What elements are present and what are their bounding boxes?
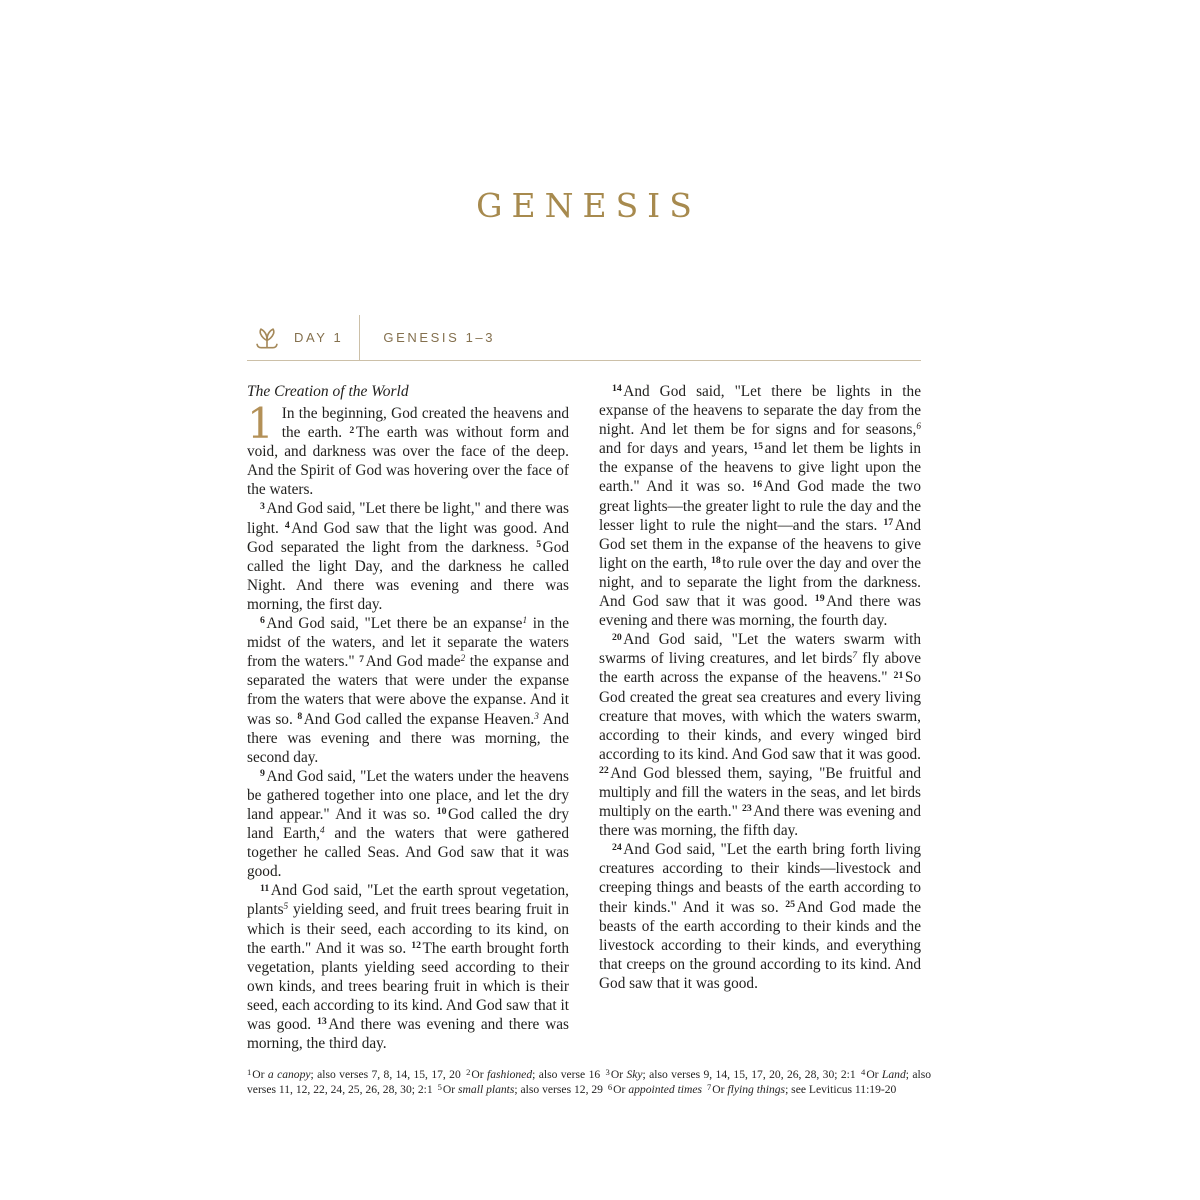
footnote-term: small plants	[458, 1082, 515, 1096]
passage-label: GENESIS 1–3	[383, 330, 496, 345]
verse-number: 7	[359, 653, 365, 665]
footnote: $^5$Or small plants; also verses 12, 29	[437, 1081, 606, 1096]
footnote-ref: 4	[320, 826, 325, 837]
footnote-ref: 7	[852, 651, 858, 662]
right-column	[599, 382, 921, 1053]
reading-plan-header	[247, 315, 921, 361]
verse-number: 8	[297, 710, 303, 722]
verse-paragraph: 1 In the beginning, God created the heavens and the earth. $^2$The earth was without form and void, and darkness was over the face of the deep. And the Spirit of God was hovering over the face of the waters.	[247, 399, 570, 499]
sprout-icon	[253, 324, 281, 352]
footnote-ref: 5	[283, 902, 289, 913]
footnote-term: Sky	[626, 1068, 643, 1082]
bible-page	[247, 0, 932, 1097]
footnote-marker: 4	[861, 1067, 866, 1077]
footnote-marker: 5	[437, 1081, 442, 1092]
verse-paragraph: $^{14}$And God said, "Let there be lights in the expanse of the heavens to separate the day from the night. And let them be for signs and for seasons,$^6$ and for days and years, $^{15}$and let them be lights in the expanse of the heavens to give light upon the earth." And it was so. $^{16}$And God made the two great lights—the greater light to rule the day and the lesser light to rule the night—and the stars. $^{17}$And God set them in the expanse of the heavens to give light on the earth, $^{18}$to rule over the day and over the night, and to separate the light from the darkness. And God saw that it was good. $^{19}$And there was evening and there was morning, the fourth day.	[599, 383, 921, 630]
footnote-term: flying things	[727, 1082, 786, 1096]
footnote: $^2$Or fashioned; also verse 16	[466, 1067, 604, 1082]
left-column	[247, 382, 569, 1053]
footnote: $^6$Or appointed times	[607, 1081, 703, 1096]
verse-number: 23	[741, 803, 752, 815]
verse-number: 22	[599, 765, 609, 777]
verse-number: 25	[785, 898, 796, 910]
footnote-ref: 6	[916, 422, 921, 433]
header-divider	[359, 315, 360, 360]
verse-paragraph: $^6$And God said, "Let there be an expanse$^1$ in the midst of the waters, and let it separate the waters from the waters." $^7$And God made$^2$ the expanse and separated the waters that were under the expanse from the waters that were above the expanse. And it was so. $^8$And God called the expanse Heaven.$^3$ And there was evening and there was morning, the second day.	[247, 615, 570, 766]
section-heading: The Creation of the World	[247, 383, 409, 400]
footnote-marker: 3	[605, 1067, 610, 1077]
verse-number: 2	[349, 424, 355, 436]
verse-number: 3	[260, 500, 265, 512]
verse-number: 15	[753, 440, 764, 452]
verse-number: 21	[893, 669, 904, 681]
footnote: $^3$Or Sky; also verses 9, 14, 15, 17, 20, 26, 28, 30; 2:1	[605, 1067, 860, 1082]
verse-paragraph: $^3$And God said, "Let there be light," and there was light. $^4$And God saw that the light was good. And God separated the light from the darkness. $^5$God called the light Day, and the darkness he called Night. And there was evening and there was morning, the first day.	[247, 500, 569, 613]
footnote-term: fashioned	[487, 1068, 533, 1082]
footnote: $^7$Or flying things; see Leviticus 11:19-20	[706, 1081, 897, 1096]
verse-number: 19	[814, 593, 825, 605]
footnote-ref: 3	[534, 711, 539, 722]
verse-number: 17	[883, 517, 894, 529]
footnote-marker: 6	[607, 1081, 613, 1092]
verse-number: 14	[612, 383, 622, 395]
footnote-marker: 7	[706, 1081, 712, 1092]
footnote-term: a canopy	[267, 1068, 311, 1082]
verse-number: 11	[260, 882, 270, 894]
scripture-columns	[247, 382, 921, 1053]
verse-number: 5	[536, 539, 542, 551]
verse-paragraph: $^{20}$And God said, "Let the waters swarm with swarms of living creatures, and let birds$^7$ fly above the earth across the expanse of the heavens." $^{21}$So God created the great sea creatures and every living creature that moves, with which the waters swarm, according to their kinds, and every winged bird according to its kind. And God saw that it was good. $^{22}$And God blessed them, saying, "Be fruitful and multiply and fill the waters in the seas, and let birds multiply on the earth." $^{23}$And there was evening and there was morning, the fifth day.	[599, 631, 922, 840]
verse-number: 24	[612, 841, 622, 853]
verse-number: 4	[284, 519, 290, 531]
day-label: DAY 1	[294, 330, 344, 345]
footnote-ref: 2	[460, 654, 466, 665]
verse-paragraph: $^{11}$And God said, "Let the earth sprout vegetation, plants$^5$ yielding seed, and fruit trees bearing fruit in which is their seed, each according to its kind, on the earth." And it was so. $^{12}$The earth brought forth vegetation, plants yielding seed according to their own kinds, and trees bearing fruit in which is their seed, each according to its kind. And God saw that it was good. $^{13}$And there was evening and there was morning, the third day.	[247, 882, 570, 1053]
verse-paragraph: $^9$And God said, "Let the waters under the heavens be gathered together into one place, and let the dry land appear." And it was so. $^{10}$God called the dry land Earth,$^4$ and the waters that were gathered together he called Seas. And God saw that it was good.	[247, 767, 569, 881]
footnote-marker: 2	[466, 1067, 471, 1077]
chapter-number: 1	[247, 399, 274, 448]
verse-number: 13	[316, 1016, 327, 1028]
footnote-term: appointed times	[628, 1082, 703, 1096]
verse-number: 12	[411, 940, 421, 952]
footnote-term: Land	[881, 1068, 906, 1082]
verse-number: 18	[710, 555, 721, 567]
footnote-marker: 1	[247, 1067, 252, 1077]
verse-number: 10	[436, 806, 447, 818]
footnote: $^4$Or Land; also verses 11, 12, 22, 24, 25, 26, 28, 30; 2:1	[247, 1067, 932, 1096]
verse-number: 20	[612, 631, 622, 643]
footnote-ref: 1	[522, 616, 528, 627]
verse-paragraph: $^{24}$And God said, "Let the earth bring forth living creatures according to their kinds—livestock and creeping things and beasts of the earth according to their kinds." And it was so. $^{25}$And God made the beasts of the earth according to their kinds and the livestock according to their kinds, and everything that creeps on the ground according to its kind. And God saw that it was good.	[599, 841, 921, 992]
verse-number: 16	[752, 478, 763, 490]
footnotes	[247, 1068, 931, 1097]
verse-number: 9	[260, 768, 265, 780]
footnote: $^1$Or a canopy; also verses 7, 8, 14, 15, 17, 20	[247, 1067, 465, 1082]
book-title: GENESIS	[476, 186, 701, 225]
verse-number: 6	[260, 615, 265, 627]
